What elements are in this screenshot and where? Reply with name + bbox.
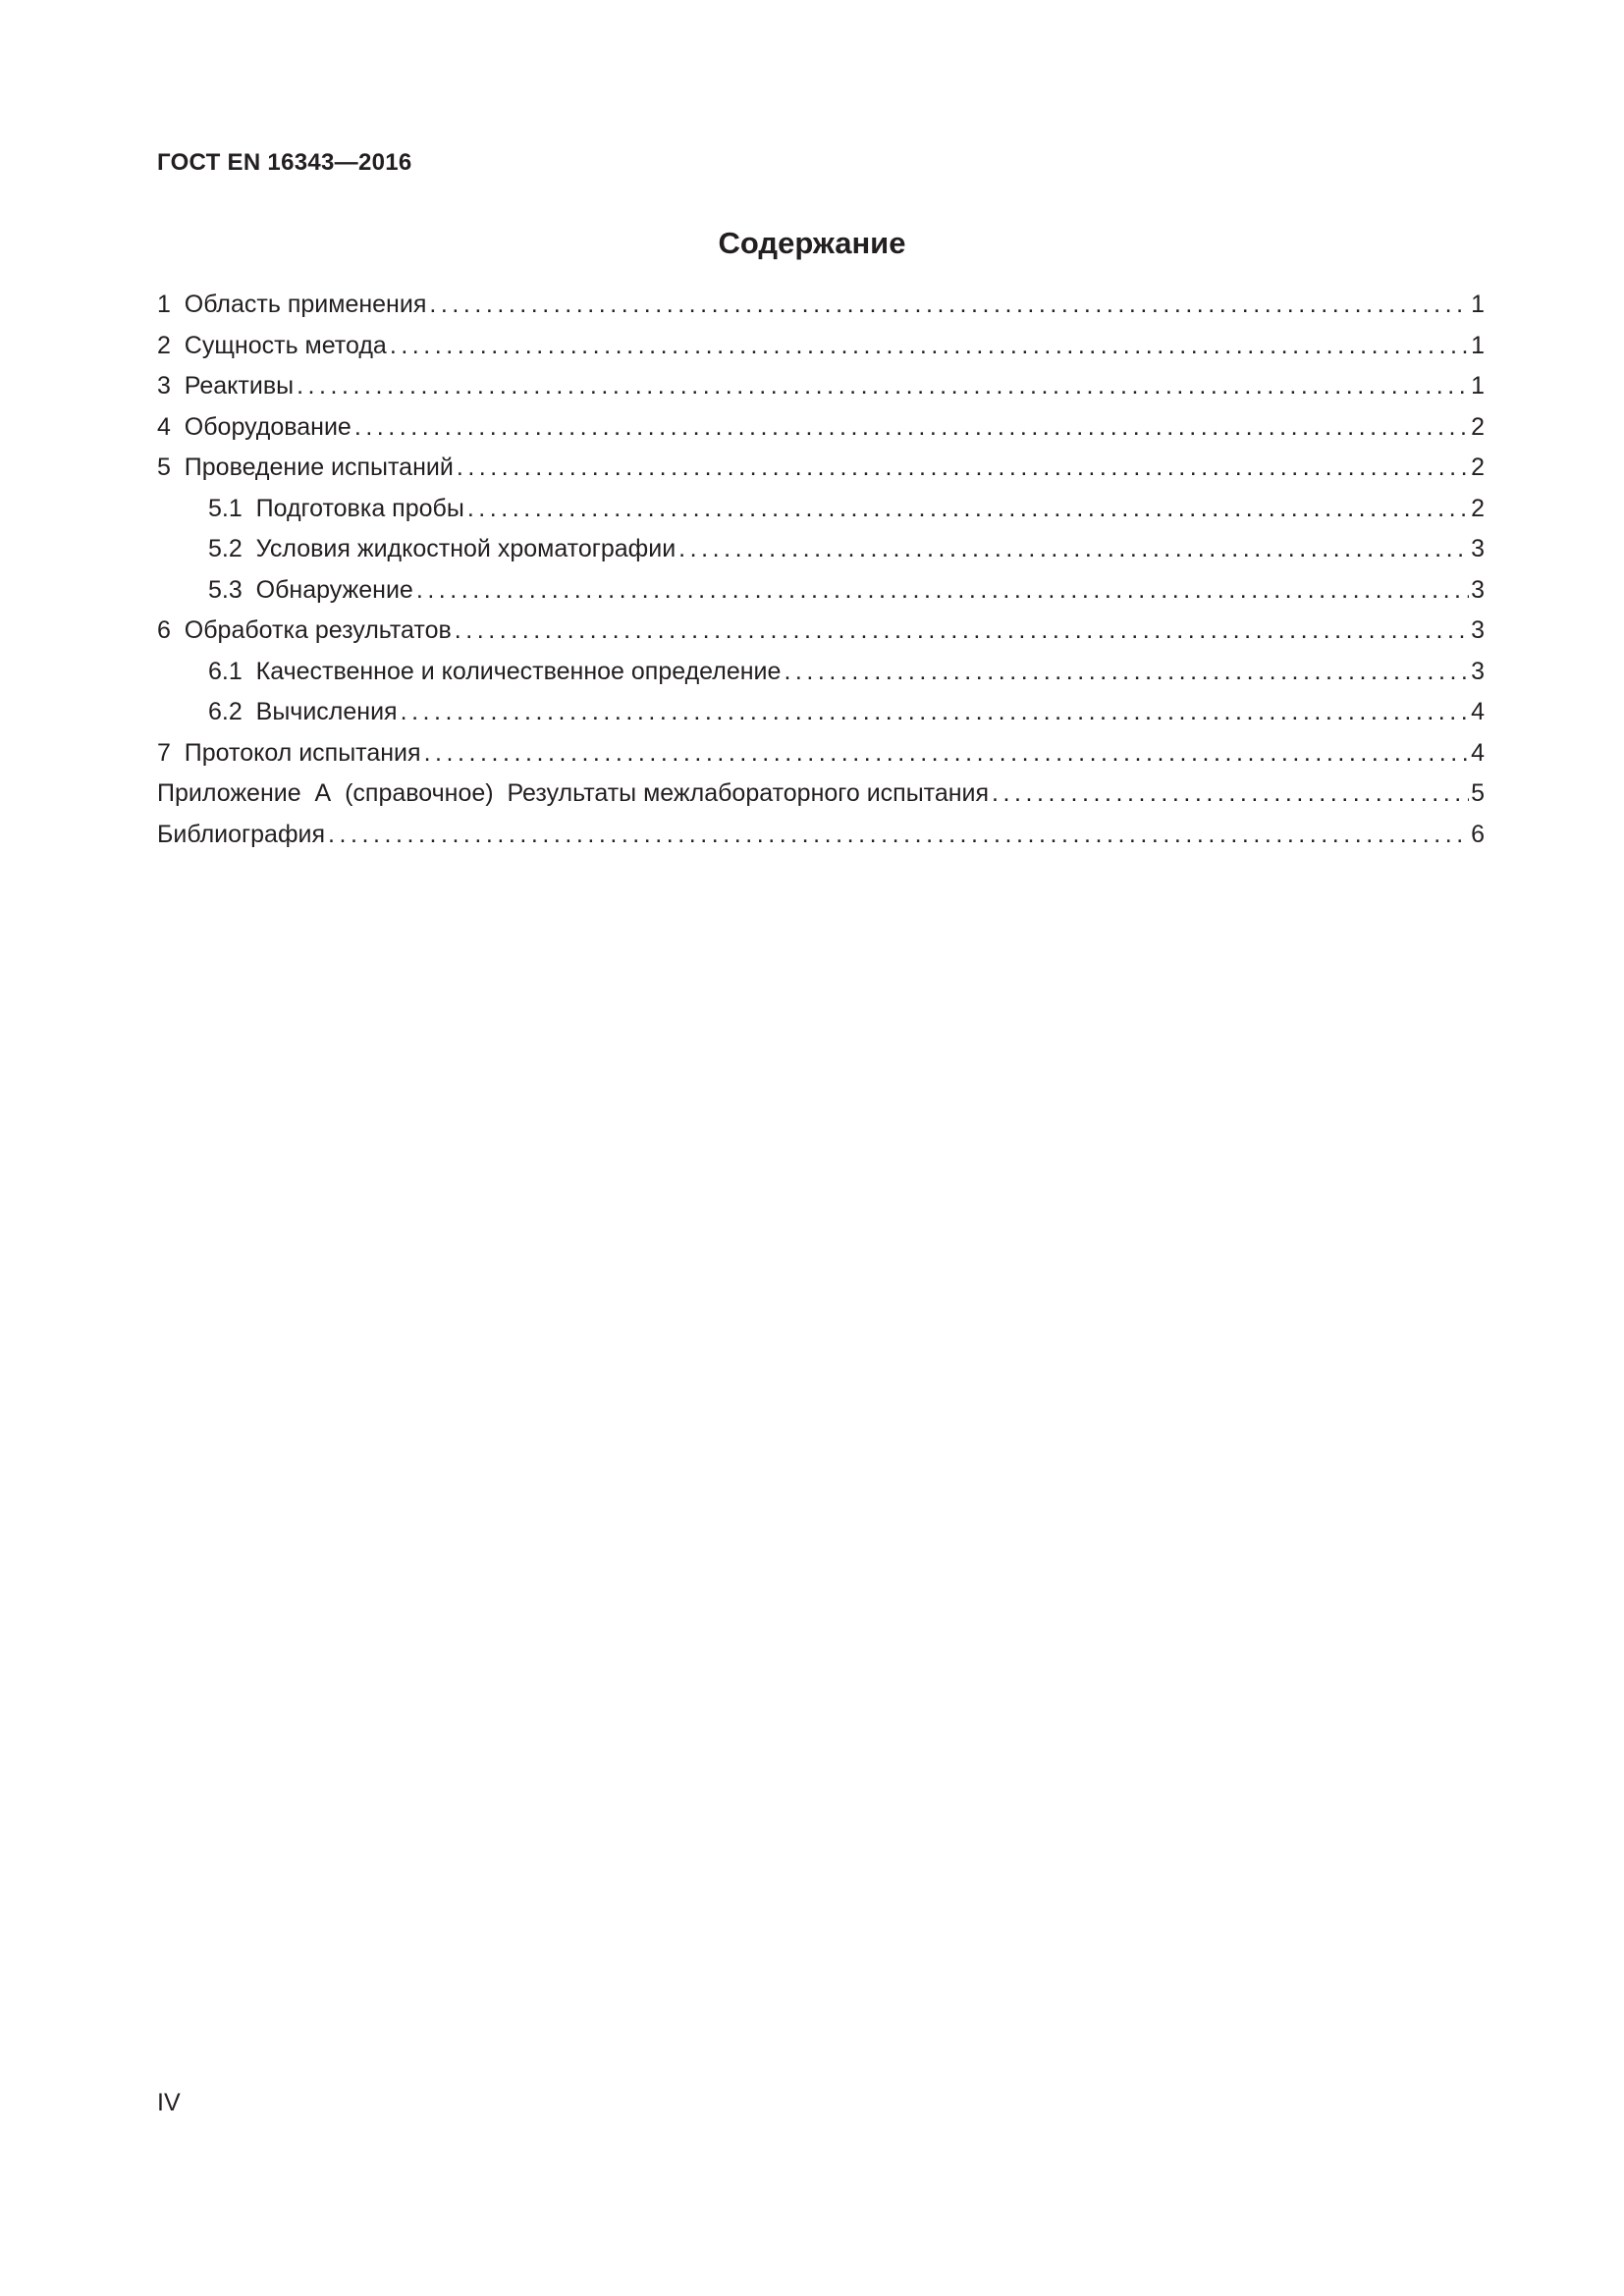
toc-entry[interactable] [157,285,1485,326]
toc-leader-dots [992,774,1469,815]
toc-entry-page: 1 [1471,372,1485,400]
document-code: ГОСТ EN 16343—2016 [157,149,412,176]
toc-subentry[interactable] [157,529,1485,570]
toc-leader-dots [328,815,1469,856]
toc-entry[interactable] [157,815,1485,856]
toc-entry-page: 1 [1471,291,1485,318]
toc-entry[interactable] [157,407,1485,449]
toc-entry-label: Библиография [157,820,326,848]
toc-leader-dots [416,570,1469,612]
table-of-contents [157,285,1485,855]
toc-leader-dots [429,285,1469,326]
toc-leader-dots [401,692,1470,733]
toc-entry-label: 6 Обработка результатов [157,616,452,644]
toc-entry-page: 2 [1471,494,1485,522]
toc-entry-page: 2 [1471,412,1485,441]
toc-subentry[interactable] [157,570,1485,612]
toc-leader-dots [455,611,1469,652]
toc-entry-label: 1 Область применения [157,291,427,318]
toc-entry-page: 4 [1471,738,1485,767]
toc-entry-page: 1 [1471,331,1485,359]
toc-leader-dots [354,407,1469,449]
toc-entry[interactable] [157,326,1485,367]
toc-leader-dots [467,489,1469,530]
toc-leader-dots [457,448,1469,489]
toc-entry-label: 3 Реактивы [157,372,295,400]
toc-subentry[interactable] [157,692,1485,733]
toc-entry-label: 4 Оборудование [157,412,352,441]
toc-entry[interactable] [157,774,1485,815]
toc-entry-label: 5.2 Условия жидкостной хроматографии [208,535,677,562]
toc-entry[interactable] [157,733,1485,774]
toc-entry-page: 3 [1471,616,1485,644]
toc-entry[interactable] [157,448,1485,489]
toc-leader-dots [784,652,1469,693]
toc-subentry[interactable] [157,489,1485,530]
toc-entry-page: 6 [1471,820,1485,848]
toc-entry-page: 5 [1471,779,1485,807]
toc-title: Содержание [718,226,906,260]
toc-entry[interactable] [157,366,1485,407]
toc-entry-label: Приложение А (справочное) Результаты межлабораторного испытания [157,779,990,807]
toc-entry-label: 6.1 Качественное и количественное определение [208,657,782,685]
toc-entry-page: 4 [1471,698,1485,725]
toc-entry-label: 5.1 Подготовка пробы [208,494,464,522]
toc-entry-page: 3 [1471,535,1485,562]
toc-entry-page: 3 [1471,657,1485,685]
toc-entry-label: 7 Протокол испытания [157,738,421,767]
toc-entry[interactable] [157,611,1485,652]
toc-entry-label: 6.2 Вычисления [208,698,398,725]
page-number: IV [157,2089,181,2116]
toc-entry-label: 5 Проведение испытаний [157,454,454,481]
toc-leader-dots [424,733,1470,774]
toc-leader-dots [678,529,1469,570]
toc-entry-page: 2 [1471,454,1485,481]
toc-entry-label: 5.3 Обнаружение [208,575,413,604]
toc-entry-page: 3 [1471,575,1485,604]
toc-entry-label: 2 Сущность метода [157,331,387,359]
toc-leader-dots [390,326,1469,367]
toc-leader-dots [297,366,1469,407]
toc-subentry[interactable] [157,652,1485,693]
